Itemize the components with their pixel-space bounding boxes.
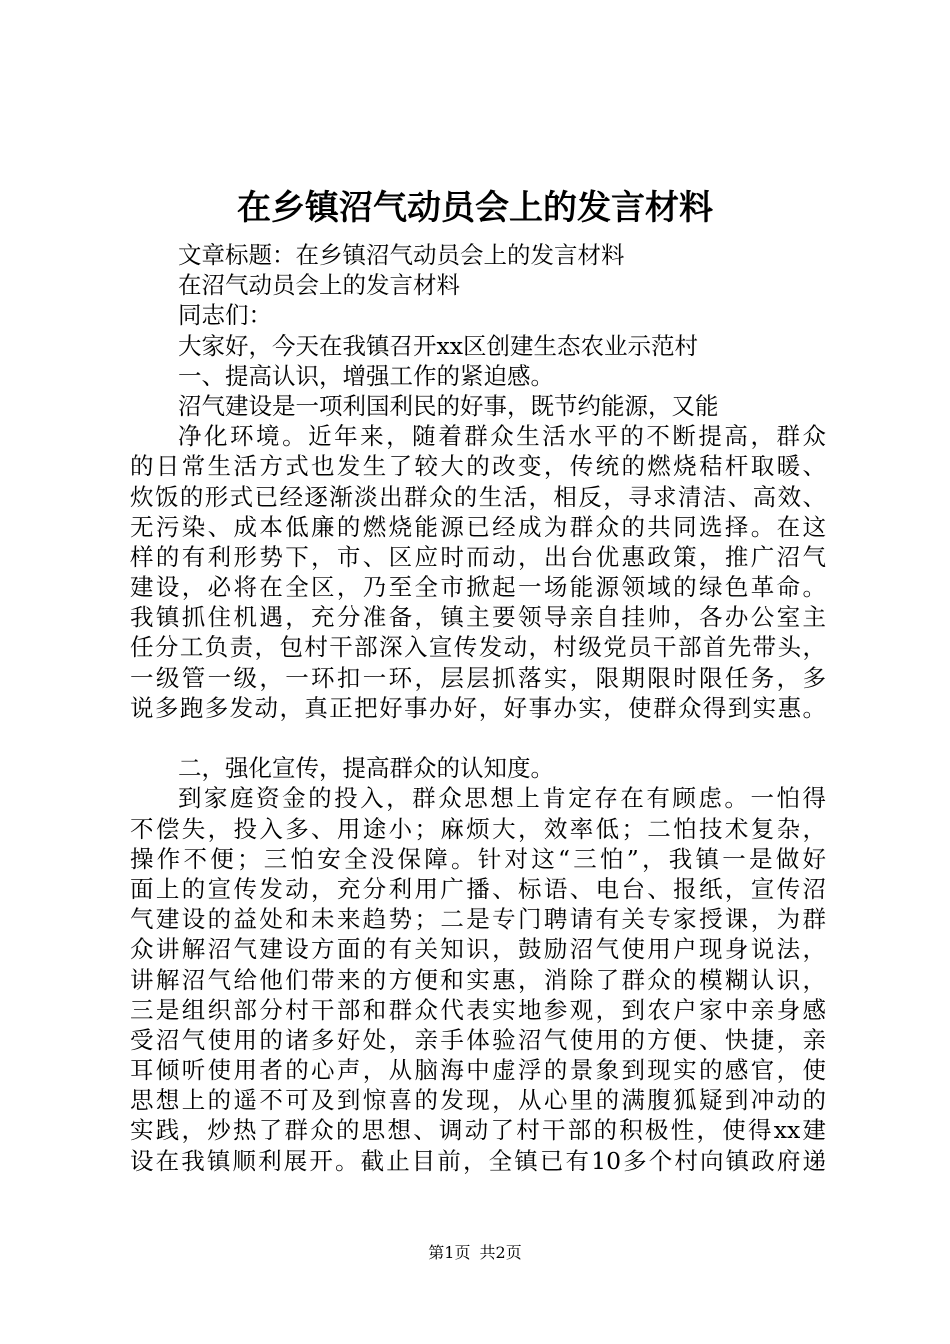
paragraph2-line: 气建设的益处和未来趋势；二是专门聘请有关专家授课，为群 <box>130 905 826 934</box>
greeting-line: 大家好，今天在我镇召开xx区创建生态农业示范村 <box>178 331 699 360</box>
paragraph2-line: 实践，炒热了群众的思想、调动了村干部的积极性，使得xx建 <box>130 1116 826 1145</box>
paragraph2-line: 设在我镇顺利展开。截止目前，全镇已有10多个村向镇政府递 <box>130 1146 826 1175</box>
article-title-line: 文章标题：在乡镇沼气动员会上的发言材料 <box>178 241 625 269</box>
page-footer <box>0 1242 950 1264</box>
paragraph2-line: 讲解沼气给他们带来的方便和实惠，消除了群众的模糊认识， <box>130 965 826 994</box>
paragraph1-line: 无污染、成本低廉的燃烧能源已经成为群众的共同选择。在这 <box>130 512 826 541</box>
paragraph2-line: 面上的宣传发动，充分利用广播、标语、电台、报纸，宣传沼 <box>130 874 826 903</box>
salutation-line: 同志们： <box>178 301 272 330</box>
paragraph2-line: 操作不便；三怕安全没保障。针对这“三怕”，我镇一是做好 <box>130 844 826 873</box>
paragraph1-line: 任分工负责，包村干部深入宣传发动，村级党员干部首先带头， <box>130 633 826 662</box>
page-total: 共2页 <box>479 1243 522 1262</box>
paragraph1-line: 我镇抓住机遇，充分准备，镇主要领导亲自挂帅，各办公室主 <box>130 603 826 632</box>
section1-intro-line: 沼气建设是一项利国利民的好事，既节约能源，又能 <box>178 391 719 420</box>
paragraph2-line: 思想上的遥不可及到惊喜的发现，从心里的满腹狐疑到冲动的 <box>130 1086 826 1115</box>
paragraph2-line: 受沼气使用的诸多好处，亲手体验沼气使用的方便、快捷，亲 <box>130 1025 826 1054</box>
paragraph1-line: 净化环境。近年来，随着群众生活水平的不断提高，群众 <box>178 422 826 451</box>
paragraph2-line: 耳倾听使用者的心声，从脑海中虚浮的景象到现实的感官，使 <box>130 1056 826 1085</box>
subtitle-line: 在沼气动员会上的发言材料 <box>178 271 460 300</box>
paragraph1-line: 炊饭的形式已经逐渐淡出群众的生活，相反，寻求清洁、高效、 <box>130 482 826 511</box>
paragraph1-line: 一级管一级，一环扣一环，层层抓落实，限期限时限任务，多 <box>130 663 826 692</box>
paragraph1-line: 样的有利形势下，市、区应时而动，出台优惠政策，推广沼气 <box>130 542 826 571</box>
section1-heading: 一、提高认识，增强工作的紧迫感。 <box>178 361 554 390</box>
paragraph2-line: 三是组织部分村干部和群众代表实地参观，到农户家中亲身感 <box>130 995 826 1024</box>
section2-heading: 二，强化宣传，提高群众的认知度。 <box>178 754 554 783</box>
paragraph1-line: 建设，必将在全区，乃至全市掀起一场能源领域的绿色革命。 <box>130 573 826 602</box>
paragraph-gap <box>130 723 826 753</box>
paragraph1-line: 的日常生活方式也发生了较大的改变，传统的燃烧秸杆取暖、 <box>130 452 826 481</box>
paragraph2-line: 到家庭资金的投入，群众思想上肯定存在有顾虑。一怕得 <box>178 784 826 813</box>
document-title: 在乡镇沼气动员会上的发言材料 <box>237 188 713 228</box>
document-body <box>130 240 826 1176</box>
paragraph2-line: 众讲解沼气建设方面的有关知识，鼓励沼气使用户现身说法， <box>130 935 826 964</box>
paragraph2-line: 不偿失，投入多、用途小；麻烦大，效率低；二怕技术复杂， <box>130 814 826 843</box>
page-number: 第1页 <box>428 1243 471 1262</box>
paragraph1-line: 说多跑多发动，真正把好事办好，好事办实，使群众得到实惠。 <box>130 693 826 722</box>
